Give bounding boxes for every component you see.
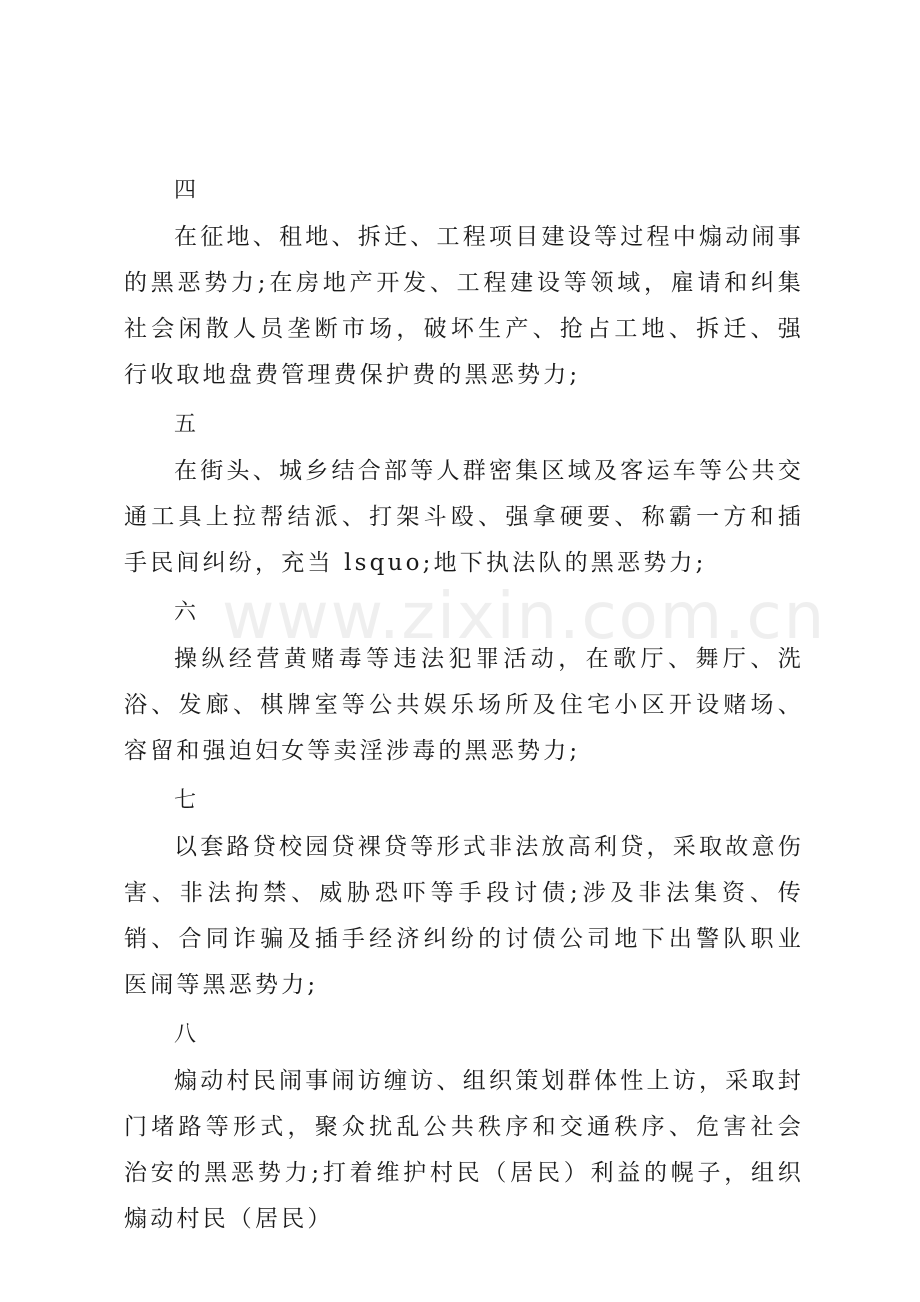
section-heading-4: 四 [174, 178, 197, 203]
section-heading-7: 七 [174, 788, 197, 813]
section-paragraph-6: 操纵经营黄赌毒等违法犯罪活动，在歌厅、舞厅、洗浴、发廊、棋牌室等公共娱乐场所及住宅小区开设赌场、容留和强迫妇女等卖淫涉毒的黑恶势力; [124, 646, 804, 764]
document-body [124, 168, 804, 1246]
section-heading-5: 五 [174, 412, 197, 437]
section-heading-6: 六 [174, 600, 197, 625]
section-paragraph-7: 以套路贷校园贷裸贷等形式非法放高利贷，采取故意伤害、非法拘禁、威胁恐吓等手段讨债;涉及非法集资、传销、合同诈骗及插手经济纠纷的讨债公司地下出警队职业医闹等黑恶势力; [124, 834, 804, 998]
section-paragraph-4: 在征地、租地、拆迁、工程项目建设等过程中煽动闹事的黑恶势力;在房地产开发、工程建设等领域，雇请和纠集社会闲散人员垄断市场，破坏生产、抢占工地、拆迁、强行收取地盘费管理费保护费的黑恶势力; [124, 224, 804, 388]
section-paragraph-8: 煽动村民闹事闹访缠访、组织策划群体性上访，采取封门堵路等形式，聚众扰乱公共秩序和交通秩序、危害社会治安的黑恶势力;打着维护村民（居民）利益的幌子，组织煽动村民（居民） [124, 1068, 804, 1232]
section-paragraph-5: 在街头、城乡结合部等人群密集区域及客运车等公共交通工具上拉帮结派、打架斗殴、强拿硬要、称霸一方和插手民间纠纷，充当 lsquo;地下执法队的黑恶势力; [124, 458, 804, 576]
watermark: www.zixin.com.cn [222, 580, 827, 654]
section-heading-8: 八 [174, 1022, 197, 1047]
